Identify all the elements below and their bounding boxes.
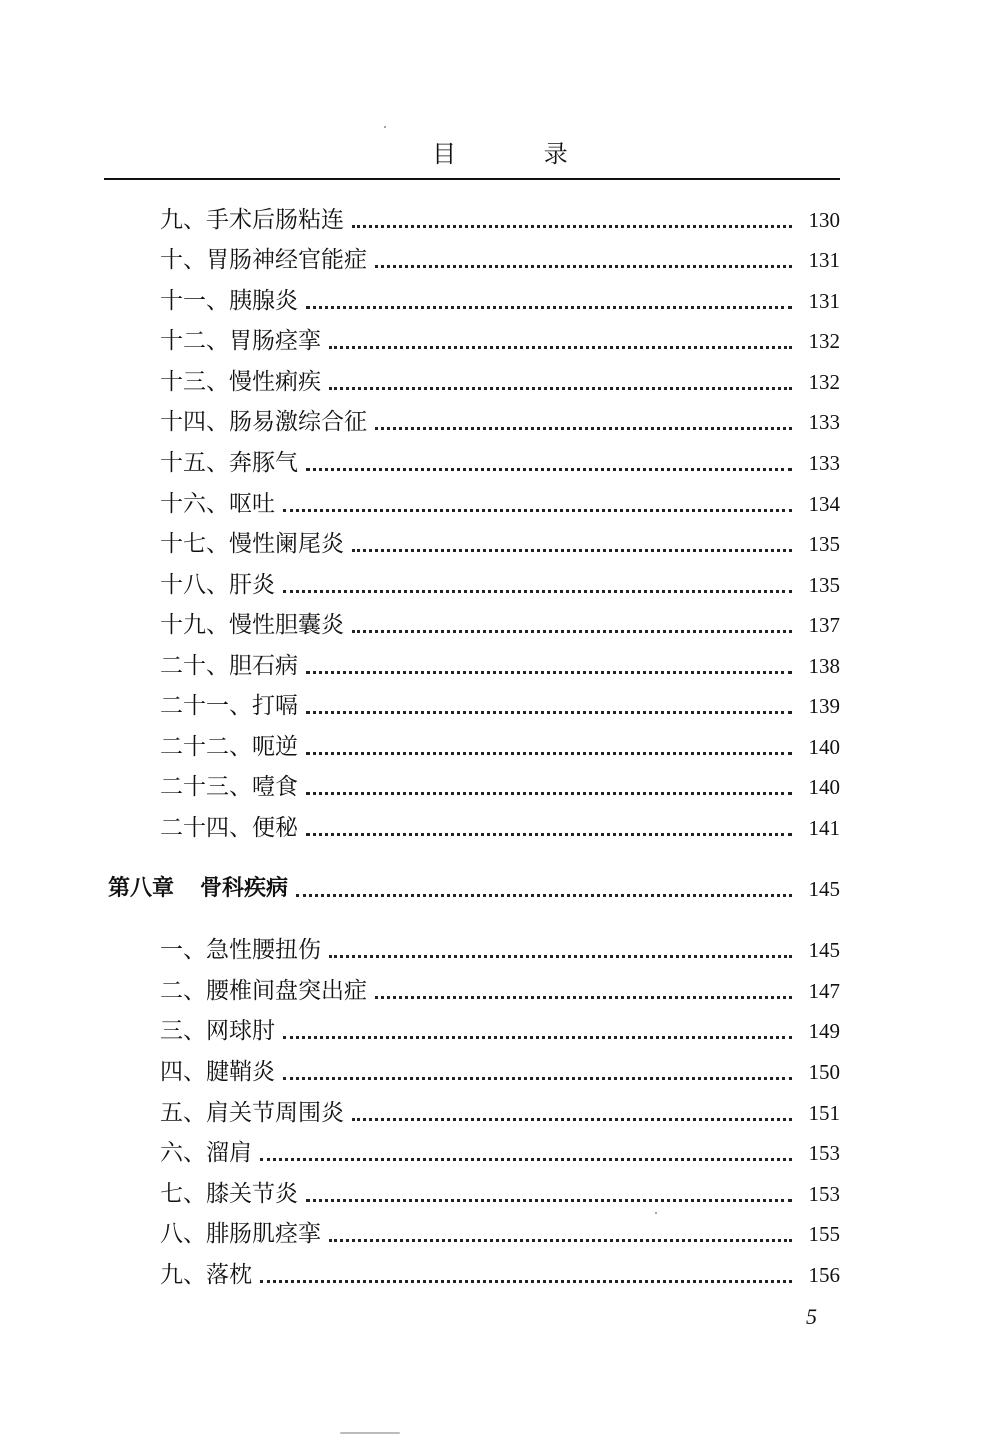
toc-entry xyxy=(160,1258,840,1292)
dot-leader xyxy=(306,671,792,674)
toc-entry-label: 二十三、噎食 xyxy=(160,774,298,800)
toc-entry xyxy=(160,730,840,764)
dot-leader xyxy=(329,955,792,958)
toc-entry-page: 137 xyxy=(808,613,840,637)
toc-entry-page: 131 xyxy=(808,248,840,272)
toc-entry xyxy=(160,933,840,967)
toc-entry-page: 141 xyxy=(808,816,840,840)
toc-entry-page: 138 xyxy=(808,654,840,678)
dot-leader xyxy=(283,1036,792,1039)
dot-leader xyxy=(329,346,792,349)
dot-leader xyxy=(306,833,792,836)
toc-entry-label: 十、胃肠神经官能症 xyxy=(160,247,367,273)
toc-entry-label: 十九、慢性胆囊炎 xyxy=(160,612,344,638)
toc-entry-label: 二十二、呃逆 xyxy=(160,734,298,760)
toc-entry-label: 九、落枕 xyxy=(160,1262,252,1288)
toc-entry-label: 十三、慢性痢疾 xyxy=(160,369,321,395)
dot-leader xyxy=(306,752,792,755)
dot-leader xyxy=(375,265,792,268)
toc-entry-label: 七、膝关节炎 xyxy=(160,1181,298,1207)
dot-leader xyxy=(352,1118,792,1121)
toc-entry xyxy=(160,203,840,237)
toc-entry-page: 130 xyxy=(808,208,840,232)
toc-entry-page: 135 xyxy=(808,532,840,556)
dot-leader xyxy=(352,225,792,228)
toc-entry-label: 一、急性腰扭伤 xyxy=(160,937,321,963)
toc-entry xyxy=(160,243,840,277)
toc-entry-page: 132 xyxy=(808,329,840,353)
scan-speck xyxy=(340,1432,400,1434)
toc-entry-page: 145 xyxy=(808,877,840,901)
dot-leader xyxy=(329,1239,792,1242)
toc-entry-page: 133 xyxy=(808,451,840,475)
page-number: 5 xyxy=(806,1304,817,1329)
toc-entry-page: 145 xyxy=(808,938,840,962)
chapter-heading xyxy=(108,872,288,906)
toc-entry xyxy=(160,974,840,1008)
toc-entry-page: 131 xyxy=(808,289,840,313)
toc-entry-label: 二十一、打嗝 xyxy=(160,693,298,719)
dot-leader xyxy=(306,306,792,309)
dot-leader xyxy=(375,427,792,430)
toc-entry-page: 135 xyxy=(808,573,840,597)
dot-leader xyxy=(306,1199,792,1202)
toc-entry-label: 十七、慢性阑尾炎 xyxy=(160,531,344,557)
toc-entry-label: 十一、胰腺炎 xyxy=(160,288,298,314)
toc-entry-label: 四、腱鞘炎 xyxy=(160,1059,275,1085)
toc-entry xyxy=(160,446,840,480)
dot-leader xyxy=(283,590,792,593)
toc-entry-label: 二十、胆石病 xyxy=(160,653,298,679)
toc-entry xyxy=(160,324,840,358)
dot-leader xyxy=(283,509,792,512)
toc-entry-page: 153 xyxy=(808,1141,840,1165)
toc-entry-page: 153 xyxy=(808,1182,840,1206)
scan-speck xyxy=(655,1212,657,1214)
toc-entry xyxy=(160,487,840,521)
toc-entry-page: 150 xyxy=(808,1060,840,1084)
dot-leader xyxy=(352,630,792,633)
toc-entry xyxy=(160,1055,840,1089)
toc-entry-page: 140 xyxy=(808,775,840,799)
dot-leader xyxy=(352,549,792,552)
toc-entry-label: 十六、呕吐 xyxy=(160,491,275,517)
toc-entry-label: 六、溜肩 xyxy=(160,1140,252,1166)
toc-entry xyxy=(160,770,840,804)
chapter-number: 第八章 xyxy=(108,876,175,901)
toc-entry xyxy=(160,284,840,318)
toc-entry xyxy=(160,365,840,399)
dot-leader xyxy=(306,468,792,471)
chapter-title: 骨科疾病 xyxy=(200,876,289,901)
dot-leader xyxy=(260,1158,792,1161)
toc-entry xyxy=(160,527,840,561)
toc-entry-label: 五、肩关节周围炎 xyxy=(160,1100,344,1126)
page-title: 目 录 xyxy=(432,140,608,168)
toc-entry-page: 134 xyxy=(808,492,840,516)
toc-entry-label: 九、手术后肠粘连 xyxy=(160,207,344,233)
toc-entry-page: 151 xyxy=(808,1101,840,1125)
dot-leader xyxy=(296,894,792,897)
toc-entry-page: 140 xyxy=(808,735,840,759)
dot-leader xyxy=(306,711,792,714)
dot-leader xyxy=(329,387,792,390)
toc-entry xyxy=(160,1014,840,1048)
scan-speck xyxy=(384,126,386,128)
toc-entry-page: 132 xyxy=(808,370,840,394)
toc-entry xyxy=(160,1136,840,1170)
toc-entry-label: 三、网球肘 xyxy=(160,1018,275,1044)
toc-entry xyxy=(160,608,840,642)
toc-entry-page: 147 xyxy=(808,979,840,1003)
toc-entry xyxy=(160,1096,840,1130)
toc-entry xyxy=(160,811,840,845)
dot-leader xyxy=(260,1280,792,1283)
toc-entry xyxy=(160,649,840,683)
toc-entry xyxy=(160,1217,840,1251)
toc-entry xyxy=(160,689,840,723)
toc-entry-label: 十二、胃肠痉挛 xyxy=(160,328,321,354)
toc-chapter-entry xyxy=(108,872,840,906)
dot-leader xyxy=(375,996,792,999)
dot-leader xyxy=(283,1077,792,1080)
toc-entry-label: 二十四、便秘 xyxy=(160,815,298,841)
toc-entry-page: 139 xyxy=(808,694,840,718)
toc-entry xyxy=(160,1177,840,1211)
toc-entry-label: 十四、肠易激综合征 xyxy=(160,409,367,435)
toc-entry xyxy=(160,405,840,439)
toc-entry-page: 156 xyxy=(808,1263,840,1287)
toc-entry-page: 149 xyxy=(808,1019,840,1043)
toc-entry-label: 十五、奔豚气 xyxy=(160,450,298,476)
toc-entry-label: 十八、肝炎 xyxy=(160,572,275,598)
toc-entry-label: 二、腰椎间盘突出症 xyxy=(160,978,367,1004)
toc-entry xyxy=(160,568,840,602)
toc-entry-label: 八、腓肠肌痉挛 xyxy=(160,1221,321,1247)
toc-entry-page: 133 xyxy=(808,410,840,434)
toc-entry-page: 155 xyxy=(808,1222,840,1246)
dot-leader xyxy=(306,792,792,795)
